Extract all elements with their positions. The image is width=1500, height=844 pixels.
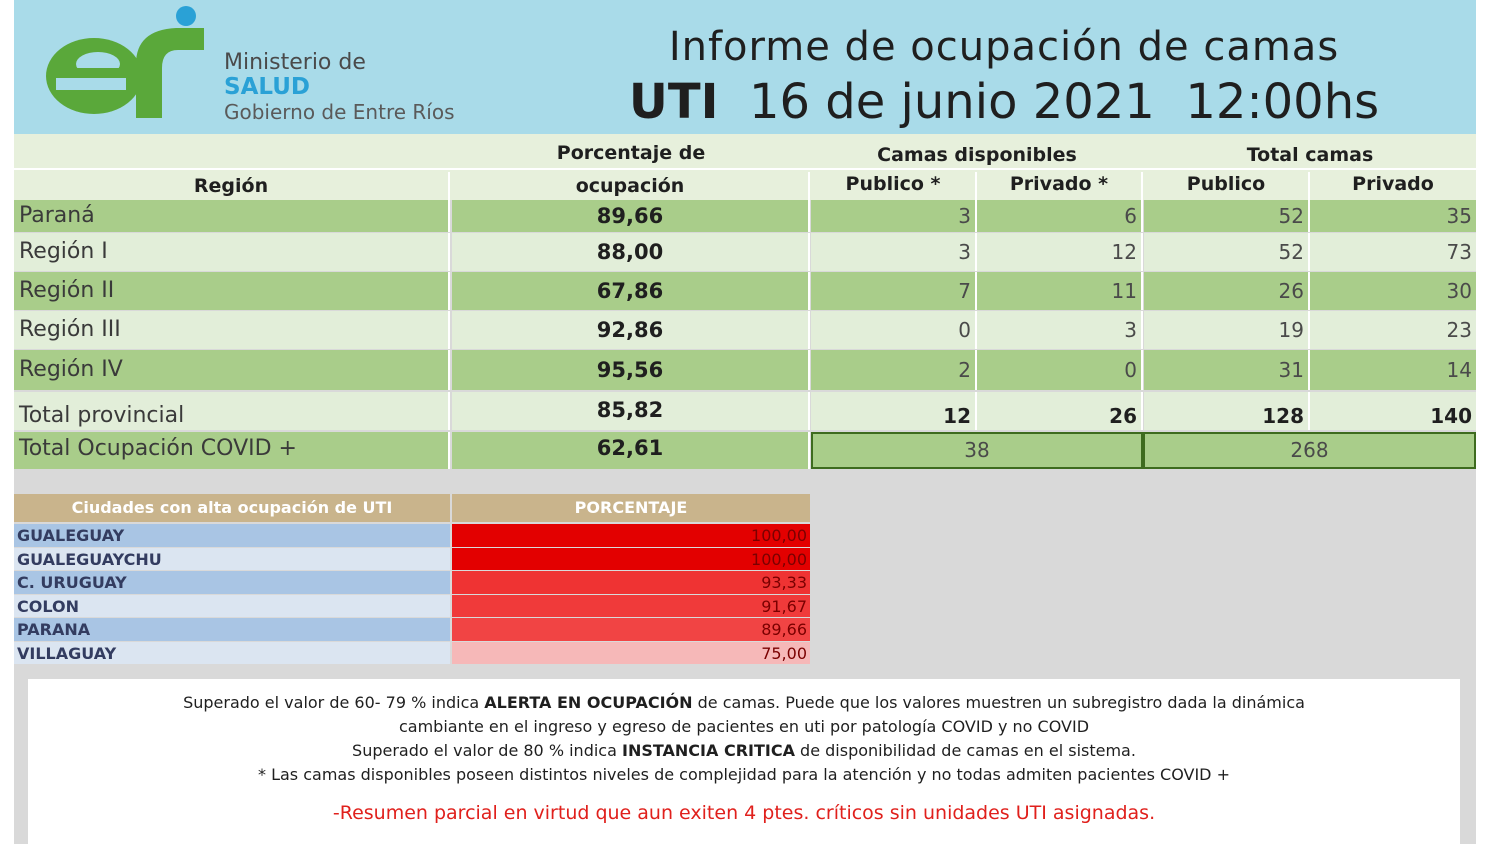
region-row-region: Región IV bbox=[14, 350, 450, 390]
total-row-pct: 85,82 bbox=[452, 392, 810, 430]
sub-avail-publico: Publico * bbox=[811, 172, 977, 200]
region-row-avail_priv: 11 bbox=[977, 272, 1143, 310]
region-row-avail_priv: 6 bbox=[977, 200, 1143, 232]
cities-header-city: Ciudades con alta ocupación de UTI bbox=[14, 494, 450, 522]
city-name: GUALEGUAYCHU bbox=[14, 548, 450, 571]
ministry-line1: Ministerio de bbox=[224, 50, 366, 75]
city-percentage: 89,66 bbox=[452, 618, 810, 641]
region-row-total_priv: 35 bbox=[1310, 200, 1476, 232]
header-divider bbox=[14, 168, 1476, 170]
total-row-avail_pub: 12 bbox=[811, 392, 977, 430]
note-red-summary: -Resumen parcial en virtud que aun exiten 4 ptes. críticos sin unidades UTI asignadas. bbox=[332, 802, 1156, 824]
covid-row-avail: 38 bbox=[811, 432, 1143, 469]
city-name: VILLAGUAY bbox=[14, 642, 450, 665]
region-row-pct: 89,66 bbox=[452, 200, 810, 232]
total-row-total_priv: 140 bbox=[1310, 392, 1476, 430]
region-row-total_priv: 14 bbox=[1310, 350, 1476, 390]
col-avail-header: Camas disponibles bbox=[877, 144, 1077, 166]
notes-panel bbox=[28, 679, 1460, 844]
col-pct-line1: Porcentaje de bbox=[556, 142, 706, 164]
region-row-region: Región III bbox=[14, 311, 450, 349]
region-row-total_priv: 30 bbox=[1310, 272, 1476, 310]
city-name: GUALEGUAY bbox=[14, 524, 450, 547]
ministry-line3: Gobierno de Entre Ríos bbox=[224, 100, 455, 124]
note-line3-post: de disponibilidad de camas en el sistema. bbox=[794, 741, 1136, 760]
note-critical-bold: INSTANCIA CRITICA bbox=[621, 741, 795, 760]
region-row-pct: 92,86 bbox=[452, 311, 810, 349]
city-name: C. URUGUAY bbox=[14, 571, 450, 594]
er-logo-icon bbox=[36, 4, 216, 128]
col-pct-line2: ocupación bbox=[452, 172, 810, 200]
region-row-total_pub: 19 bbox=[1144, 311, 1310, 349]
city-name: PARANA bbox=[14, 618, 450, 641]
sub-avail-privado: Privado * bbox=[977, 172, 1143, 200]
region-row-avail_priv: 12 bbox=[977, 233, 1143, 271]
region-row-avail_priv: 0 bbox=[977, 350, 1143, 390]
col-total-header: Total camas bbox=[1246, 144, 1374, 166]
region-row-avail_pub: 3 bbox=[811, 233, 977, 271]
city-name: COLON bbox=[14, 595, 450, 618]
ministry-line2: SALUD bbox=[224, 74, 310, 100]
covid-row-pct: 62,61 bbox=[452, 432, 810, 469]
region-row-region: Paraná bbox=[14, 200, 450, 232]
note-line1 bbox=[28, 691, 1460, 715]
sub-total-privado: Privado bbox=[1352, 173, 1434, 195]
region-row-avail_pub: 2 bbox=[811, 350, 977, 390]
report-header bbox=[14, 0, 1476, 134]
title-date: 16 de junio 2021 12:00hs bbox=[748, 74, 1380, 130]
region-row-avail_pub: 0 bbox=[811, 311, 977, 349]
region-row-pct: 67,86 bbox=[452, 272, 810, 310]
region-row-total_priv: 23 bbox=[1310, 311, 1476, 349]
sub-total-publico: Publico bbox=[1144, 172, 1310, 200]
note-line1-pre: Superado el valor de 60- 79 % indica bbox=[183, 693, 485, 712]
total-row-region: Total provincial bbox=[14, 392, 450, 430]
city-percentage: 75,00 bbox=[452, 642, 810, 665]
city-percentage: 91,67 bbox=[452, 595, 810, 618]
city-percentage: 100,00 bbox=[452, 548, 810, 571]
note-line3 bbox=[28, 739, 1460, 763]
report-title: Informe de ocupación de camas bbox=[668, 24, 1340, 70]
region-row-total_pub: 26 bbox=[1144, 272, 1310, 310]
region-row-region: Región I bbox=[14, 233, 450, 271]
total-row-total_pub: 128 bbox=[1144, 392, 1310, 430]
region-row-total_pub: 52 bbox=[1144, 200, 1310, 232]
city-percentage: 100,00 bbox=[452, 524, 810, 547]
covid-row-label: Total Ocupación COVID + bbox=[14, 432, 450, 469]
city-percentage: 93,33 bbox=[452, 571, 810, 594]
total-row-avail_priv: 26 bbox=[977, 392, 1143, 430]
note-line4: * Las camas disponibles poseen distintos niveles de complejidad para la atención y no todas admiten pacientes COVID + bbox=[258, 765, 1230, 784]
region-row-pct: 95,56 bbox=[452, 350, 810, 390]
region-row-avail_pub: 3 bbox=[811, 200, 977, 232]
covid-row-total: 268 bbox=[1143, 432, 1476, 469]
note-line3-pre: Superado el valor de 80 % indica bbox=[352, 741, 622, 760]
title-unit: UTI bbox=[628, 74, 719, 130]
report-page bbox=[14, 0, 1476, 844]
cities-header-pct: PORCENTAJE bbox=[452, 494, 810, 522]
region-row-avail_priv: 3 bbox=[977, 311, 1143, 349]
region-row-avail_pub: 7 bbox=[811, 272, 977, 310]
ministry-block bbox=[224, 50, 455, 125]
col-region-header: Región bbox=[14, 172, 450, 200]
note-alert-bold: ALERTA EN OCUPACIÓN bbox=[484, 693, 693, 712]
region-row-total_pub: 31 bbox=[1144, 350, 1310, 390]
region-row-pct: 88,00 bbox=[452, 233, 810, 271]
region-row-total_priv: 73 bbox=[1310, 233, 1476, 271]
report-subtitle bbox=[554, 74, 1454, 130]
region-row-region: Región II bbox=[14, 272, 450, 310]
note-line2: cambiante en el ingreso y egreso de pacientes en uti por patología COVID y no COVID bbox=[398, 717, 1090, 736]
region-row-total_pub: 52 bbox=[1144, 233, 1310, 271]
note-line1-post: de camas. Puede que los valores muestren un subregistro dada la dinámica bbox=[692, 693, 1305, 712]
